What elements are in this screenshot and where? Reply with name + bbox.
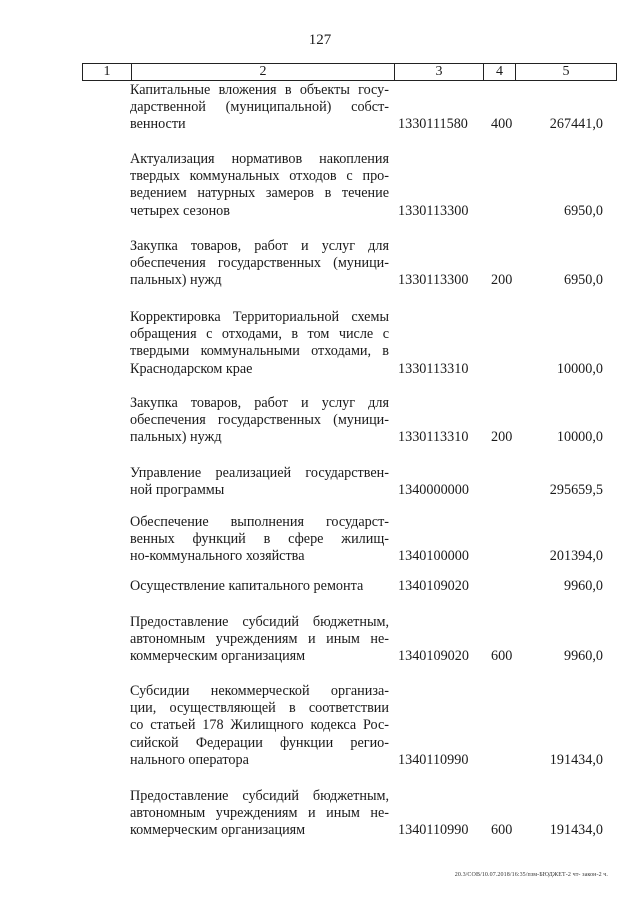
row-name-line: четырех сезонов: [130, 202, 230, 219]
row-name-line: Предоставление субсидий бюджетным,: [130, 788, 389, 804]
row-name-line: обращения с отходами, в том числе с: [130, 326, 389, 343]
column-header-row: [83, 64, 617, 81]
column-header-table: [82, 63, 617, 81]
row-expense-type: 200: [491, 272, 513, 289]
row-name: [130, 395, 389, 447]
row-name-line: обеспечения государственных (муници-: [130, 255, 389, 272]
column-header-1: 1: [83, 64, 132, 81]
row-code: 1340109020: [398, 648, 469, 665]
page-number: 127: [308, 32, 332, 48]
row-name: [130, 465, 389, 499]
row-name-line: Краснодарском крае: [130, 360, 253, 377]
row-name-line: ной программы: [130, 482, 225, 499]
row-name-line: твердых коммунальных отходов с про-: [130, 168, 389, 185]
column-header-5: 5: [516, 64, 617, 81]
row-amount: 6950,0: [563, 272, 603, 289]
row-name: [130, 514, 389, 566]
row-amount: 6950,0: [563, 202, 603, 219]
row-name: [130, 683, 389, 769]
row-name-line: дарственной (муниципальной) собст-: [130, 99, 389, 116]
row-amount: 191434,0: [549, 822, 603, 839]
row-name-line: Корректировка Территориальной схемы: [130, 309, 389, 325]
row-name-line: венности: [130, 116, 186, 133]
row-code: 1340109020: [398, 578, 469, 594]
row-name-line: Субсидии некоммерческой организа-: [130, 683, 389, 699]
row-code: 1340110990: [398, 751, 469, 768]
row-name-line: Закупка товаров, работ и услуг для: [130, 238, 389, 254]
row-name: [130, 788, 389, 840]
row-name-line: Капитальные вложения в объекты госу-: [130, 82, 389, 98]
row-code: 1330113310: [398, 429, 469, 446]
row-name-line: но-коммунального хозяйства: [130, 548, 305, 565]
row-expense-type: 200: [491, 429, 513, 446]
table-row: [0, 151, 640, 220]
row-code: 1340100000: [398, 548, 469, 565]
row-name-line: пальных) нужд: [130, 272, 222, 289]
column-header-4: 4: [484, 64, 516, 81]
row-name-line: Закупка товаров, работ и услуг для: [130, 395, 389, 411]
row-name-line: твердыми коммунальными отходами, в: [130, 343, 389, 360]
row-name-line: ции, осуществляющей в соответствии: [130, 700, 389, 717]
row-name-line: коммерческим организациям: [130, 648, 306, 665]
row-name-line: обеспечения государственных (муници-: [130, 412, 389, 429]
table-row: [0, 578, 640, 595]
row-code: 1330113300: [398, 202, 469, 219]
row-amount: 10000,0: [556, 429, 603, 446]
row-code: 1340000000: [398, 482, 469, 499]
table-row: [0, 395, 640, 447]
table-row: [0, 82, 640, 134]
table-row: [0, 683, 640, 769]
row-code: 1330113310: [398, 360, 469, 377]
row-name-line: автономным учреждениям и иным не-: [130, 805, 389, 822]
row-name-line: со статьей 178 Жилищного кодекса Рос-: [130, 717, 389, 734]
row-name-line: Предоставление субсидий бюджетным,: [130, 614, 389, 630]
table-row: [0, 514, 640, 566]
table-row: [0, 788, 640, 840]
column-header-3: 3: [395, 64, 484, 81]
row-amount: 9960,0: [563, 648, 603, 665]
row-name-line: Актуализация нормативов накопления: [130, 151, 389, 167]
row-expense-type: 400: [491, 116, 513, 133]
row-name: [130, 309, 389, 378]
column-header-2: 2: [132, 64, 395, 81]
row-amount: 191434,0: [549, 751, 603, 768]
row-name-line: пальных) нужд: [130, 429, 222, 446]
row-code: 1330111580: [398, 116, 468, 133]
row-name-line: коммерческим организациям: [130, 822, 306, 839]
row-expense-type: 600: [491, 648, 513, 665]
row-amount: 295659,5: [549, 482, 603, 499]
table-row: [0, 309, 640, 378]
row-name-line: Управление реализацией государствен-: [130, 465, 389, 481]
row-amount: 10000,0: [556, 360, 603, 377]
row-code: 1340110990: [398, 822, 469, 839]
row-name: [130, 238, 389, 290]
row-name: [130, 151, 389, 220]
row-amount: 9960,0: [563, 578, 603, 594]
row-name-line: венных функций в сфере жилищ-: [130, 531, 389, 548]
row-name: [130, 578, 389, 595]
row-amount: 201394,0: [549, 548, 603, 565]
row-name-line: нального оператора: [130, 751, 249, 768]
row-amount: 267441,0: [549, 116, 603, 133]
table-row: [0, 465, 640, 499]
table-row: [0, 238, 640, 290]
row-name-line: Обеспечение выполнения государст-: [130, 514, 389, 530]
row-expense-type: 600: [491, 822, 513, 839]
row-code: 1330113300: [398, 272, 469, 289]
row-name-line: ведением натурных замеров в течение: [130, 185, 389, 202]
row-name-line: автономным учреждениям и иным не-: [130, 631, 389, 648]
row-name-line: сийской Федерации функции регио-: [130, 734, 389, 751]
row-name-line: Осуществление капитального ремонта: [130, 578, 364, 594]
document-footer: 20.3/СОВ/10.07.2018/16:35/пзм-БЮДЖЕТ-2 чт- закон-2 ч.: [454, 872, 608, 878]
row-name: [130, 614, 389, 666]
table-row: [0, 614, 640, 666]
row-name: [130, 82, 389, 134]
